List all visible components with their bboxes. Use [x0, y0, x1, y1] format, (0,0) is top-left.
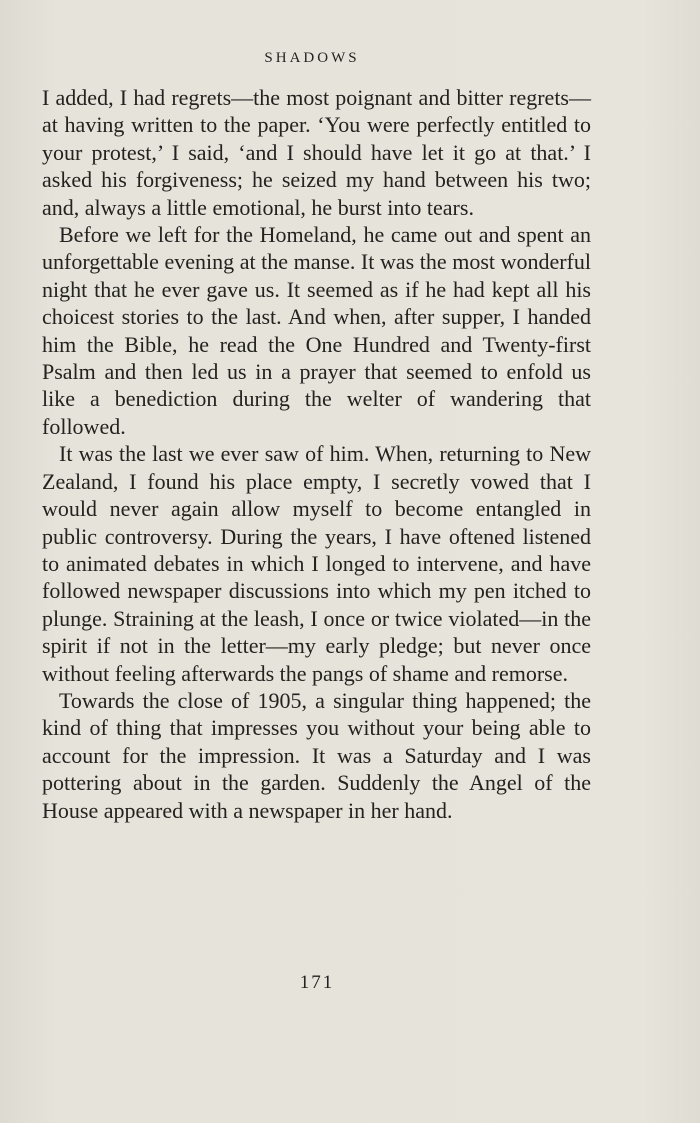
paragraph-2: Before we left for the Homeland, he came out and spent an unforgettable evening at the manse. It was the most wonderful night that he ever gave us. It seemed as if he had kept all his choicest stories to the last. And when, after supper, I handed him the Bible, he read the One Hundred and Twenty-first Psalm and then led us in a prayer that seemed to enfold us like a benediction during the welter of wandering that followed. — [42, 222, 591, 439]
running-title: SHADOWS — [264, 50, 360, 66]
paragraph-4: Towards the close of 1905, a singular thing happened; the kind of thing that impresses you without your being able to account for the impression. It was a Saturday and I was pottering about in the garden. Suddenly the Angel of the House appeared with a newspaper in her hand. — [42, 687, 591, 823]
page-number: 171 — [299, 972, 335, 993]
paragraph-3: It was the last we ever saw of him. When, returning to New Zealand, I found his place empty, I secretly vowed that I would never again allow myself to become entangled in public controversy. During the years, I have oftened listened to animated debates in which I longed to intervene, and have followed newspaper discussions into which my pen itched to plunge. Straining at the leash, I once or twice violated—in the spirit if not in the letter—my early pledge; but never once without feeling afterwards the pangs of shame and remorse. — [42, 441, 591, 686]
paragraph-1: I added, I had regrets—the most poignant and bitter regrets—at having written to the paper. ‘You were perfectly entitled to your protest,’ I said, ‘and I should have let it go at that.’ I asked his forgiveness; he seized my hand between his two; and, always a little emotional, he burst into tears. — [42, 85, 591, 220]
body-text — [42, 84, 591, 824]
